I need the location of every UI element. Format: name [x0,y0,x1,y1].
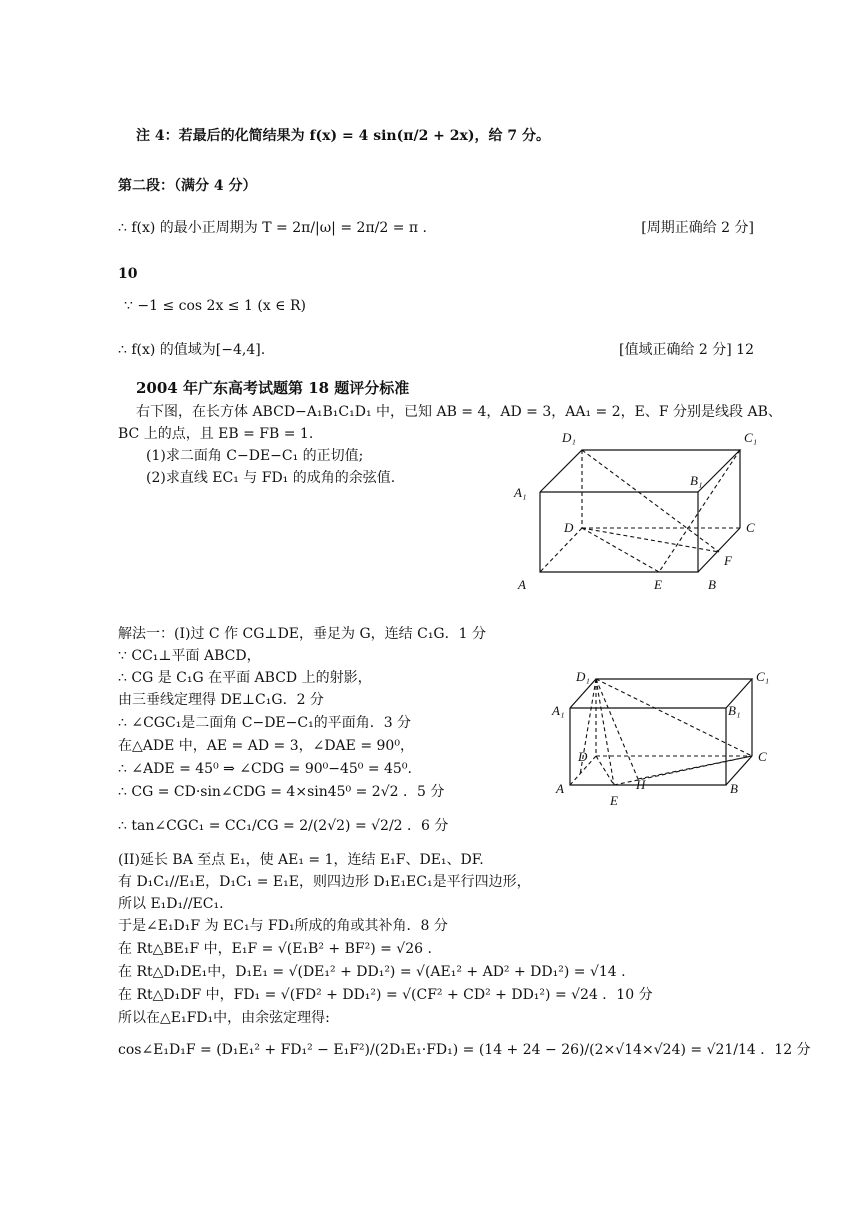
solution-line-6: 在△ADE 中，AE = AD = 3，∠DAE = 90⁰， [118,738,414,754]
problem-line-1: 右下图，在长方体 ABCD−A₁B₁C₁D₁ 中，已知 AB = 4，AD = 3，AA₁ = 2，E、F 分别是线段 AB、 [136,404,782,420]
note-4: 注 4：若最后的化简结果为 f(x) = 4 sin(π/2 + 2x)，给 7 分。 [136,128,550,144]
label-F: F [724,553,732,568]
figure-box-2 [550,665,790,815]
problem-question-2: (2)求直线 EC₁ 与 FD₁ 的成角的余弦值. [146,470,396,486]
value-range-score: [值域正确给 2 分] 12 [619,342,754,358]
solution-line-8: ∴ CG = CD·sin∠CDG = 4×sin45⁰ = 2√2 ．5 分 [118,784,445,800]
solution-line-7: ∴ ∠ADE = 45⁰ ⇒ ∠CDG = 90⁰−45⁰ = 45⁰. [118,761,412,777]
label2-D1: D₁ [576,669,590,684]
solution-line-13: 于是∠E₁D₁F 为 EC₁与 FD₁所成的角或其补角．8 分 [118,918,448,934]
solution-line-2: ∵ CC₁⊥平面 ABCD， [118,648,261,664]
period-score: [周期正确给 2 分] [641,220,754,236]
solution-line-10: (II)延长 BA 至点 E₁，使 AE₁ = 1，连结 E₁F、DE₁、DF. [118,852,484,868]
score-10: 10 [118,266,138,282]
section-title-2004: 2004 年广东高考试题第 18 题评分标准 [136,379,410,397]
label-B1: B₁ [690,473,703,488]
section-two-title: 第二段：（满分 4 分） [118,178,257,194]
label2-D: D [578,749,588,764]
solution-line-5: ∴ ∠CGC₁是二面角 C−DE−C₁的平面角．3 分 [118,715,412,731]
solution-line-15: 在 Rt△D₁DE₁中，D₁E₁ = √(DE₁² + DD₁²) = √(AE₁² + AD² + DD₁²) = √14 . [118,964,626,980]
label2-E: E [610,793,618,808]
label2-B1: B₁ [728,703,741,718]
label-A: A [518,577,526,592]
value-range-line: ∴ f(x) 的值域为[−4,4]. [118,342,266,358]
label-D: D [564,520,574,535]
solution-line-17: 所以在△E₁FD₁中，由余弦定理得: [118,1010,330,1026]
label2-H: H [636,777,646,792]
solution-line-11: 有 D₁C₁//E₁E，D₁C₁ = E₁E，则四边形 D₁E₁EC₁是平行四边形， [118,874,531,890]
solution-line-12: 所以 E₁D₁//EC₁. [118,896,224,912]
label2-A1: A₁ [552,703,565,718]
problem-question-1: (1)求二面角 C−DE−C₁ 的正切值; [146,448,364,464]
figure-box-1 [510,425,790,595]
solution-line-16: 在 Rt△D₁DF 中，FD₁ = √(FD² + DD₁²) = √(CF² + CD² + DD₁²) = √24 ．10 分 [118,987,653,1003]
problem-line-2: BC 上的点，且 EB = FB = 1. [118,426,314,442]
period-line: ∴ f(x) 的最小正周期为 T = 2π/|ω| = 2π/2 = π . [118,220,427,236]
label-C: C [746,520,755,535]
label2-C: C [758,749,767,764]
label2-B: B [730,781,738,796]
solution-line-4: 由三垂线定理得 DE⊥C₁G．2 分 [118,692,324,708]
solution-line-9: ∴ tan∠CGC₁ = CC₁/CG = 2/(2√2) = √2/2 ．6 分 [118,818,449,834]
solution-line-3: ∴ CG 是 C₁G 在平面 ABCD 上的射影， [118,670,372,686]
label-D1: D₁ [562,430,576,445]
label-C1: C₁ [744,430,758,445]
solution-line-14: 在 Rt△BE₁F 中，E₁F = √(E₁B² + BF²) = √26 . [118,941,432,957]
solution-line-18: cos∠E₁D₁F = (D₁E₁² + FD₁² − E₁F²)/(2D₁E₁·FD₁) = (14 + 24 − 26)/(2×√14×√24) = √21/14 ．12 分 [118,1042,811,1058]
label2-A: A [556,781,564,796]
label2-C1: C₁ [756,669,770,684]
label-B: B [708,577,716,592]
label-A1: A₁ [514,485,527,500]
cos-range-line: ∵ −1 ≤ cos 2x ≤ 1 (x ∈ R) [124,298,306,314]
solution-line-1: 解法一：(I)过 C 作 CG⊥DE，垂足为 G，连结 C₁G．1 分 [118,626,486,642]
label-E: E [654,577,662,592]
